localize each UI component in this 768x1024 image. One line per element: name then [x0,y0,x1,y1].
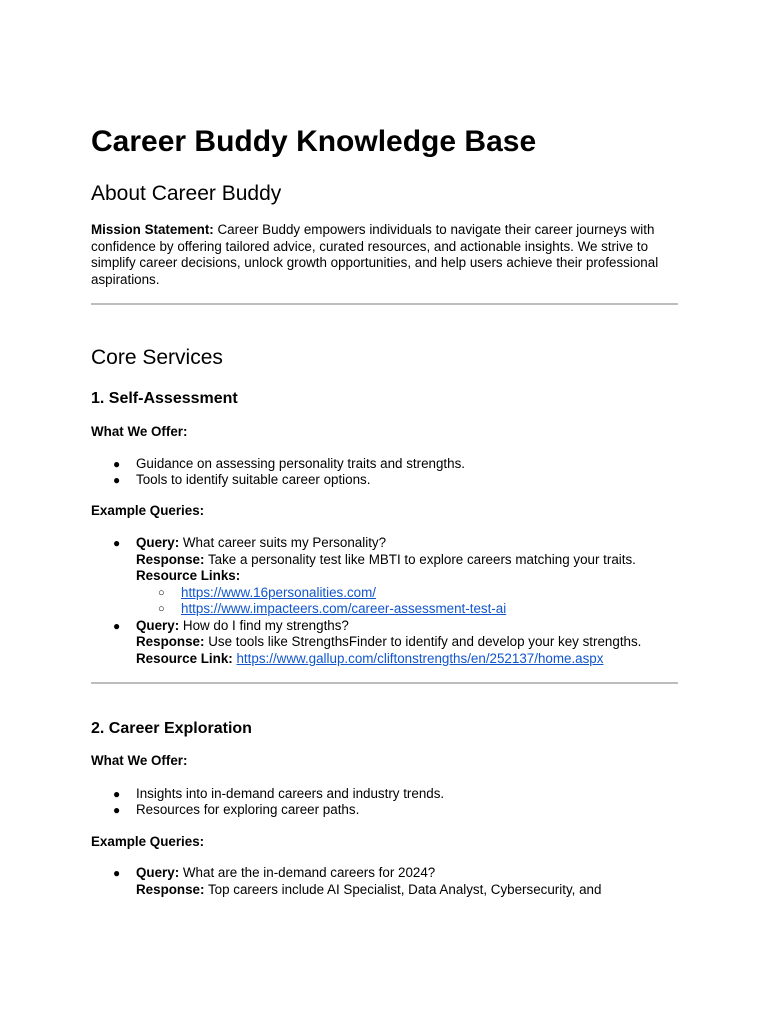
circle-bullet-icon: ○ [158,587,165,599]
circle-bullet-icon: ○ [158,603,165,615]
resource-link-line [136,651,603,668]
response-label: Response: [136,552,205,567]
career-exploration-heading: 2. Career Exploration [91,720,252,737]
query-text: How do I find my strengths? [182,618,349,633]
self-assessment-offer-label: What We Offer: [91,424,188,439]
bullet-icon: ● [113,473,121,487]
query-label: Query: [136,618,180,633]
query-line [136,535,386,552]
self-assessment-queries-label: Example Queries: [91,503,205,518]
response-line [136,882,601,899]
query-label: Query: [136,865,180,880]
mission-text: Career Buddy empowers individuals to navigate their career journeys with confidence by offering tailored advice, curated resources, and actionable insights. We strive to simplify career decisions, unlock growth opportunities, and help users achieve their professional aspirations. [91,222,659,287]
bullet-icon: ● [113,803,121,817]
mission-label: Mission Statement: [91,222,214,237]
resource-link-16personalities[interactable] [181,585,376,602]
resource-link-impacteers[interactable] [181,601,506,618]
resource-links-label: Resource Links: [136,568,241,583]
query-line [136,618,349,635]
response-label: Response: [136,882,205,897]
page-title: Career Buddy Knowledge Base [91,125,537,158]
link-16personalities[interactable]: https://www.16personalities.com/ [181,585,376,600]
mission-paragraph [91,222,681,288]
list-item: Tools to identify suitable career options. [136,472,371,487]
query-label: Query: [136,535,180,550]
divider-1 [91,303,678,305]
response-text: Take a personality test like MBTI to explore careers matching your traits. [207,552,636,567]
bullet-icon: ● [113,866,121,880]
list-item: Resources for exploring career paths. [136,802,360,817]
link-gallup[interactable]: https://www.gallup.com/cliftonstrengths/en/252137/home.aspx [236,651,604,666]
response-line [136,634,641,651]
career-exploration-offer-label: What We Offer: [91,753,188,768]
bullet-icon: ● [113,536,121,550]
self-assessment-heading: 1. Self-Assessment [91,390,238,407]
about-heading: About Career Buddy [91,182,282,205]
bullet-icon: ● [113,619,121,633]
core-services-heading: Core Services [91,346,223,369]
resource-link-label: Resource Link: [136,651,233,666]
list-item: Guidance on assessing personality traits and strengths. [136,456,465,471]
bullet-icon: ● [113,457,121,471]
divider-2 [91,682,678,684]
response-line [136,552,636,569]
query-text: What are the in-demand careers for 2024? [182,865,436,880]
career-exploration-queries-label: Example Queries: [91,834,205,849]
query-line [136,865,435,882]
query-text: What career suits my Personality? [182,535,387,550]
response-label: Response: [136,634,205,649]
response-text: Use tools like StrengthsFinder to identify and develop your key strengths. [208,634,642,649]
bullet-icon: ● [113,787,121,801]
link-impacteers[interactable]: https://www.impacteers.com/career-assessment-test-ai [181,601,507,616]
response-text: Top careers include AI Specialist, Data Analyst, Cybersecurity, and [207,882,602,897]
list-item: Insights into in-demand careers and industry trends. [136,786,445,801]
